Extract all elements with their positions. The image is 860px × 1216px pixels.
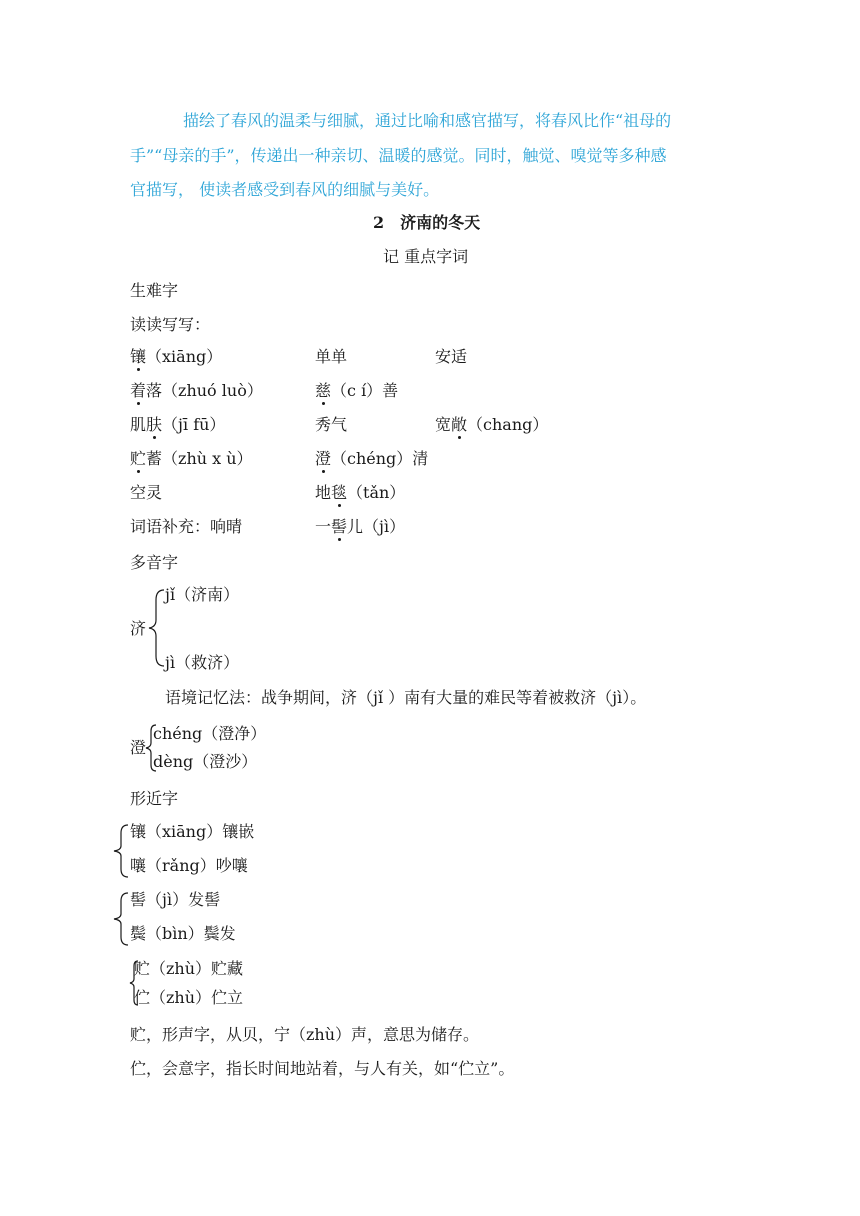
word-kuanchang: 宽敞（chang） [435, 415, 549, 434]
heading-read-write: 读读写写： [130, 315, 211, 334]
heading-similar: 形近字 [130, 789, 179, 808]
word-anshi: 安适 [435, 347, 468, 366]
similar-xiang: 镶（xiāng）镶嵌 [130, 822, 255, 841]
ji-reading-2: jì（救济） [165, 653, 240, 672]
word-yijier: 一髻儿（jì） [315, 517, 406, 536]
word-xiang: 镶（xiāng） [130, 347, 223, 366]
section-title: 记 重点字词 [383, 247, 469, 266]
heading-polyphonic: 多音字 [130, 553, 179, 572]
word-supplement: 词语补充：响晴 [130, 517, 243, 536]
ji-char: 济 [130, 619, 147, 638]
similar-rang: 嚷（rǎng）吵嚷 [130, 856, 248, 875]
ji-memory: 语境记忆法：战争期间，济（jǐ ）南有大量的难民等着被救济（jì）。 [165, 688, 647, 707]
word-chengqing: 澄（chéng）清 [315, 449, 429, 468]
similar-ji: 髻（jì）发髻 [130, 890, 221, 909]
cheng-char: 澄 [130, 738, 147, 757]
ji-reading-1: jǐ（济南） [165, 585, 240, 604]
word-xiuqi: 秀气 [315, 415, 348, 434]
heading-new-characters: 生难字 [130, 281, 179, 300]
similar-bin: 鬓（bìn）鬓发 [130, 924, 236, 943]
word-zhuxu: 贮蓄（zhù x ù） [130, 449, 253, 468]
similar-zhu-store: 贮（zhù）贮藏 [134, 959, 244, 978]
similar-brace-2-icon [112, 892, 130, 946]
note-zhu-stand: 伫，会意字，指长时间地站着，与人有关，如“伫立”。 [130, 1059, 515, 1078]
word-dandan: 单单 [315, 347, 348, 366]
word-ditan: 地毯（tǎn） [315, 483, 406, 502]
note-zhu-store: 贮，形声字，从贝，宁（zhù）声，意思为储存。 [130, 1025, 480, 1044]
lesson-title: 2 济南的冬天 [373, 213, 481, 232]
word-zhuoluo: 着落（zhuó luò） [130, 381, 263, 400]
similar-brace-1-icon [112, 824, 130, 878]
cheng-reading-1: chéng（澄净） [153, 724, 267, 743]
word-kongling: 空灵 [130, 483, 163, 502]
ji-brace-icon [146, 588, 166, 668]
cheng-reading-2: dèng（澄沙） [153, 752, 258, 771]
similar-zhu-stand: 伫（zhù）伫立 [134, 988, 244, 1007]
intro-line-1: 描绘了春风的温柔与细腻，通过比喻和感官描写，将春风比作“祖母的 [183, 111, 672, 130]
word-cishan: 慈（c í）善 [315, 381, 399, 400]
word-jifu: 肌肤（jī fū） [130, 415, 226, 434]
intro-line-3: 官描写， 使读者感受到春风的细腻与美好。 [130, 180, 440, 199]
intro-line-2: 手”“母亲的手”，传递出一种亲切、温暖的感觉。同时，触觉、嗅觉等多种感 [130, 146, 667, 165]
